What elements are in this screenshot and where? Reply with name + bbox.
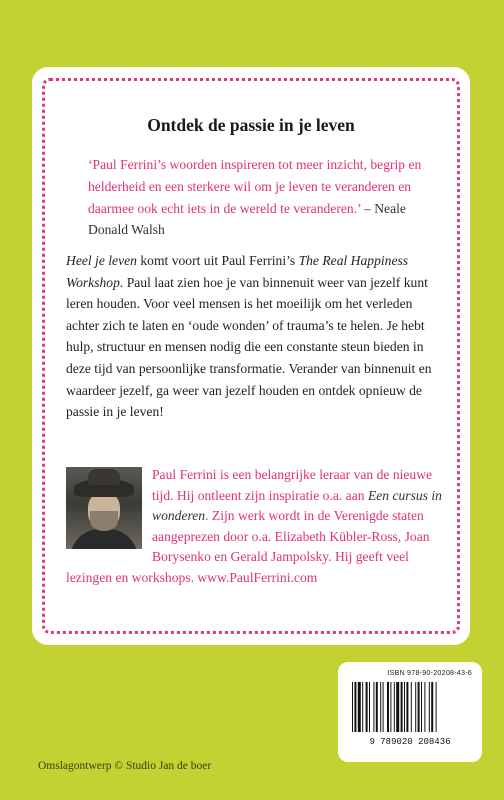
bio-text-2: . Zijn werk wordt in de Verenigde staten aangeprezen door o.a. Elizabeth Kübler-Ross, Joan Borysenko en Gerald Jampolsky. Hij geeft veel lezingen en workshops. www.PaulFerrini.com — [66, 508, 430, 585]
isbn-label: ISBN 978-90-20208-43-6 — [387, 668, 472, 677]
description-text-1: komt voort uit Paul Ferrini’s — [136, 253, 299, 268]
back-cover-card — [32, 67, 470, 645]
barcode-image — [348, 680, 472, 746]
cover-design-credit: Omslagontwerp © Studio Jan de boer — [38, 760, 212, 772]
barcode-digits: 9 789020 208436 — [369, 737, 451, 746]
quote-text: ‘Paul Ferrini’s woorden inspireren tot meer inzicht, begrip en helderheid en een sterkere wil om je leven te veranderen en daarmee ook echt iets in de wereld te veranderen.’ — [88, 157, 422, 216]
quote-author: – Neale Donald Walsh — [88, 200, 406, 238]
bio-book-italic: Een cursus in wonderen — [152, 487, 442, 524]
barcode-panel — [338, 662, 482, 762]
description-text-2: . Paul laat zien hoe je van binnenuit weer van jezelf kunt leren houden. Voor veel mensen is het moeilijk om het verleden achter zich te laten en ‘oude wonden’ of trauma’s te helen. Je hebt hulp, structuur en mensen nodig die een constante steun bieden in deze tijd van persoonlijke transformatie. Verander van binnenuit en waardeer jezelf, ga weer van jezelf houden en ontdek opnieuw de passie in je leven! — [66, 274, 432, 420]
description-paragraph — [66, 250, 446, 423]
page-title: Ontdek de passie in je leven — [147, 115, 355, 135]
endorsement-quote — [88, 154, 448, 241]
book-title-italic: Heel je leven — [66, 253, 137, 268]
author-photo — [66, 467, 142, 549]
author-bio — [66, 465, 446, 589]
bio-text-1: Paul Ferrini is een belangrijke leraar van de nieuwe tijd. Hij ontleent zijn inspiratie o.a. aan — [152, 467, 433, 503]
workshop-title-italic: The Real Happiness Workshop — [66, 253, 409, 290]
